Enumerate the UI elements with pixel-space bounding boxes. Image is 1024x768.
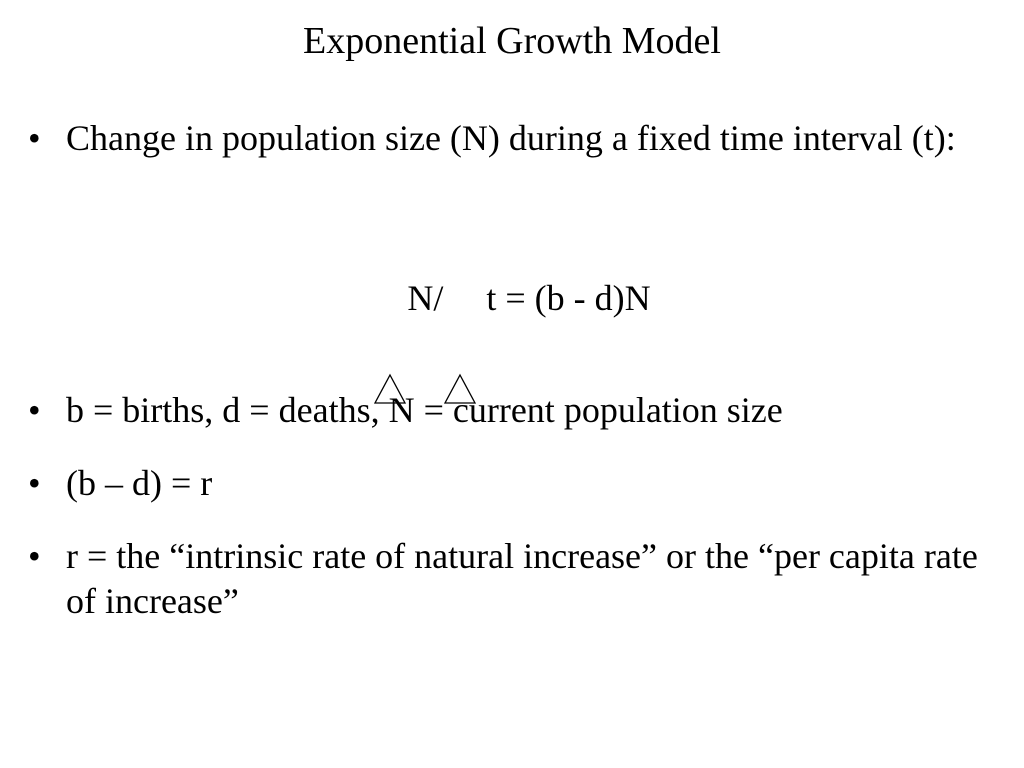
bullet-glyph: • <box>28 463 41 503</box>
bullet-item-definitions <box>28 388 988 433</box>
bullet-item-intrinsic-rate <box>28 534 988 624</box>
growth-equation <box>0 276 1024 321</box>
bullet-text: Change in population size (N) during a fixed time interval (t): <box>66 118 956 158</box>
bullet-text: b = births, d = deaths, N = current population size <box>66 390 783 430</box>
delta-triangle-icon <box>373 282 407 316</box>
equation-part-2: t = (b - d)N <box>477 278 651 318</box>
delta-triangle-icon <box>443 282 477 316</box>
bullet-glyph: • <box>28 536 41 576</box>
bullet-text: (b – d) = r <box>66 463 213 503</box>
bullet-glyph: • <box>28 390 41 430</box>
slide-title: Exponential Growth Model <box>303 20 721 62</box>
equation-part-1: N/ <box>407 278 444 318</box>
bullet-item-change-in-population <box>28 116 988 161</box>
bullet-text: r = the “intrinsic rate of natural increase” or the “per capita rate of increase” <box>66 536 978 621</box>
bullet-item-r-definition <box>28 461 988 506</box>
bullet-glyph: • <box>28 118 41 158</box>
